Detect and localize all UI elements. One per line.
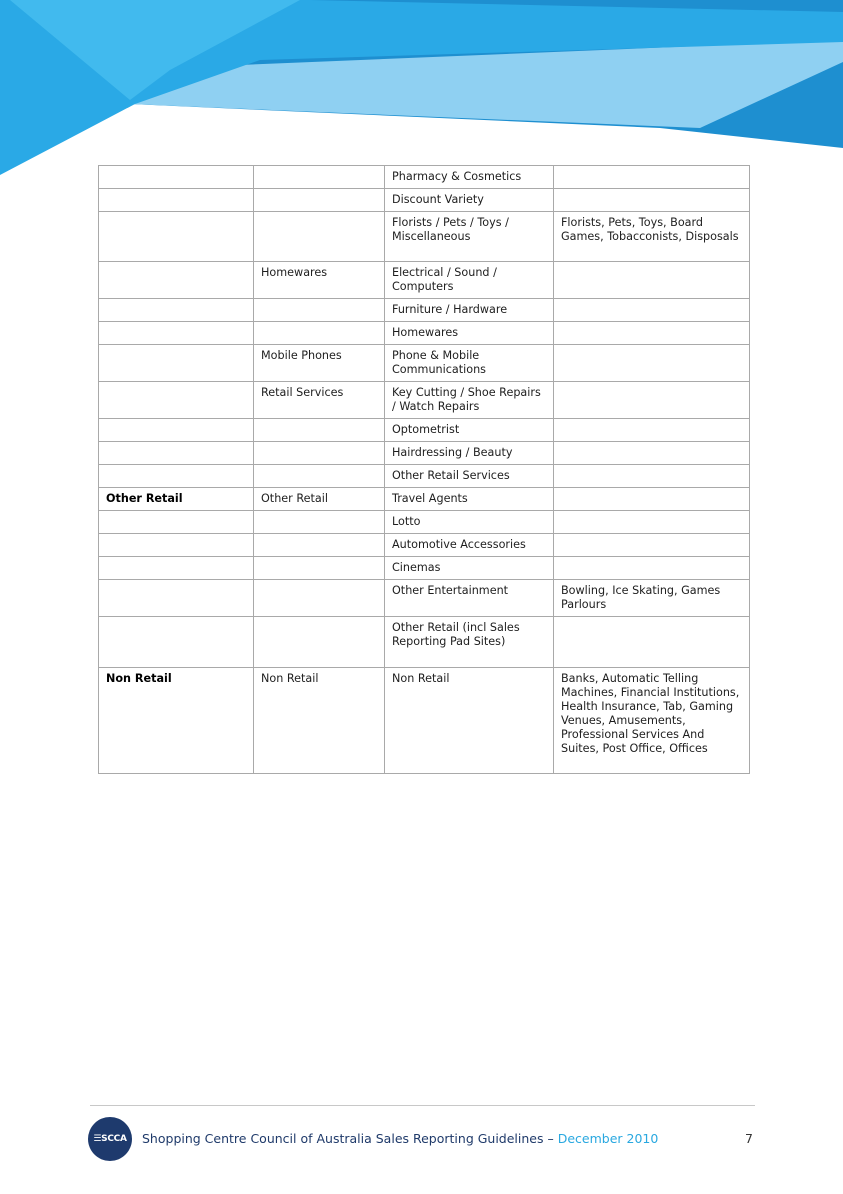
table-cell xyxy=(254,557,385,580)
table-cell xyxy=(99,345,254,382)
table-cell: Florists, Pets, Toys, Board Games, Tobacconists, Disposals xyxy=(554,212,750,262)
table-row xyxy=(99,189,750,212)
table-cell xyxy=(254,189,385,212)
table-cell xyxy=(99,166,254,189)
footer-title-text: Shopping Centre Council of Australia Sales Reporting Guidelines – xyxy=(142,1131,558,1146)
table-cell: Non Retail xyxy=(99,668,254,774)
footer-title xyxy=(142,1131,658,1146)
table-cell xyxy=(99,189,254,212)
table-row xyxy=(99,419,750,442)
logo-text: SCCA xyxy=(101,1134,127,1144)
table-cell: Non Retail xyxy=(254,668,385,774)
table-cell: Cinemas xyxy=(385,557,554,580)
table-cell xyxy=(254,465,385,488)
table-cell: Banks, Automatic Telling Machines, Financial Institutions, Health Insurance, Tab, Gaming Venues, Amusements, Professional Services And Suites, Post Office, Offices xyxy=(554,668,750,774)
table-cell xyxy=(254,580,385,617)
table-row xyxy=(99,442,750,465)
table-cell xyxy=(554,617,750,668)
table-cell: Bowling, Ice Skating, Games Parlours xyxy=(554,580,750,617)
table-cell xyxy=(99,465,254,488)
table-cell: Lotto xyxy=(385,511,554,534)
table-cell xyxy=(99,299,254,322)
table-cell xyxy=(554,442,750,465)
table-cell xyxy=(99,382,254,419)
table-cell xyxy=(99,322,254,345)
table-cell xyxy=(554,511,750,534)
table-cell xyxy=(554,345,750,382)
scca-logo: ☰ SCCA xyxy=(88,1117,132,1161)
table-cell: Travel Agents xyxy=(385,488,554,511)
table-row xyxy=(99,212,750,262)
table-row xyxy=(99,511,750,534)
table-row xyxy=(99,668,750,774)
table-cell xyxy=(554,189,750,212)
table-row xyxy=(99,322,750,345)
table-cell xyxy=(254,511,385,534)
table-cell xyxy=(254,322,385,345)
table-cell xyxy=(554,299,750,322)
table-cell: Other Retail Services xyxy=(385,465,554,488)
table-cell xyxy=(99,511,254,534)
table-cell: Other Retail xyxy=(254,488,385,511)
table-cell: Phone & Mobile Communications xyxy=(385,345,554,382)
table-cell: Mobile Phones xyxy=(254,345,385,382)
table-cell xyxy=(99,212,254,262)
table-cell: Retail Services xyxy=(254,382,385,419)
header-banner xyxy=(0,0,843,180)
table-cell xyxy=(99,262,254,299)
table-cell xyxy=(99,534,254,557)
table-row xyxy=(99,465,750,488)
table-cell xyxy=(554,322,750,345)
table-cell xyxy=(554,382,750,419)
table-cell: Other Retail (incl Sales Reporting Pad Sites) xyxy=(385,617,554,668)
table-cell: Electrical / Sound / Computers xyxy=(385,262,554,299)
table-cell xyxy=(554,488,750,511)
table-cell: Homewares xyxy=(385,322,554,345)
page-number: 7 xyxy=(745,1131,753,1146)
table-cell xyxy=(254,212,385,262)
category-table-body xyxy=(99,166,750,774)
table-cell: Discount Variety xyxy=(385,189,554,212)
table-cell xyxy=(254,617,385,668)
table-row xyxy=(99,534,750,557)
table-cell: Pharmacy & Cosmetics xyxy=(385,166,554,189)
table-cell xyxy=(99,442,254,465)
table-cell xyxy=(554,419,750,442)
table-cell xyxy=(254,534,385,557)
table-cell xyxy=(554,557,750,580)
table-row xyxy=(99,488,750,511)
table-row xyxy=(99,557,750,580)
table-cell: Automotive Accessories xyxy=(385,534,554,557)
table-row xyxy=(99,345,750,382)
table-cell xyxy=(254,419,385,442)
footer-divider xyxy=(90,1105,755,1106)
table-row xyxy=(99,382,750,419)
footer-date: December 2010 xyxy=(557,1131,659,1146)
table-row xyxy=(99,617,750,668)
table-cell: Other Retail xyxy=(99,488,254,511)
table-cell: Homewares xyxy=(254,262,385,299)
table-cell xyxy=(554,166,750,189)
table-cell xyxy=(254,166,385,189)
table-cell xyxy=(99,419,254,442)
table-cell: Other Entertainment xyxy=(385,580,554,617)
table-row xyxy=(99,580,750,617)
table-cell: Furniture / Hardware xyxy=(385,299,554,322)
table-cell: Non Retail xyxy=(385,668,554,774)
table-row xyxy=(99,262,750,299)
category-table xyxy=(98,165,750,774)
table-row xyxy=(99,166,750,189)
table-cell xyxy=(99,557,254,580)
table-cell xyxy=(99,580,254,617)
table-cell xyxy=(554,465,750,488)
table-cell: Hairdressing / Beauty xyxy=(385,442,554,465)
table-cell: Optometrist xyxy=(385,419,554,442)
table-cell xyxy=(554,534,750,557)
table-cell xyxy=(554,262,750,299)
table-cell: Key Cutting / Shoe Repairs / Watch Repairs xyxy=(385,382,554,419)
table-cell xyxy=(254,442,385,465)
table-cell xyxy=(99,617,254,668)
table-cell: Florists / Pets / Toys / Miscellaneous xyxy=(385,212,554,262)
table-cell xyxy=(254,299,385,322)
table-row xyxy=(99,299,750,322)
